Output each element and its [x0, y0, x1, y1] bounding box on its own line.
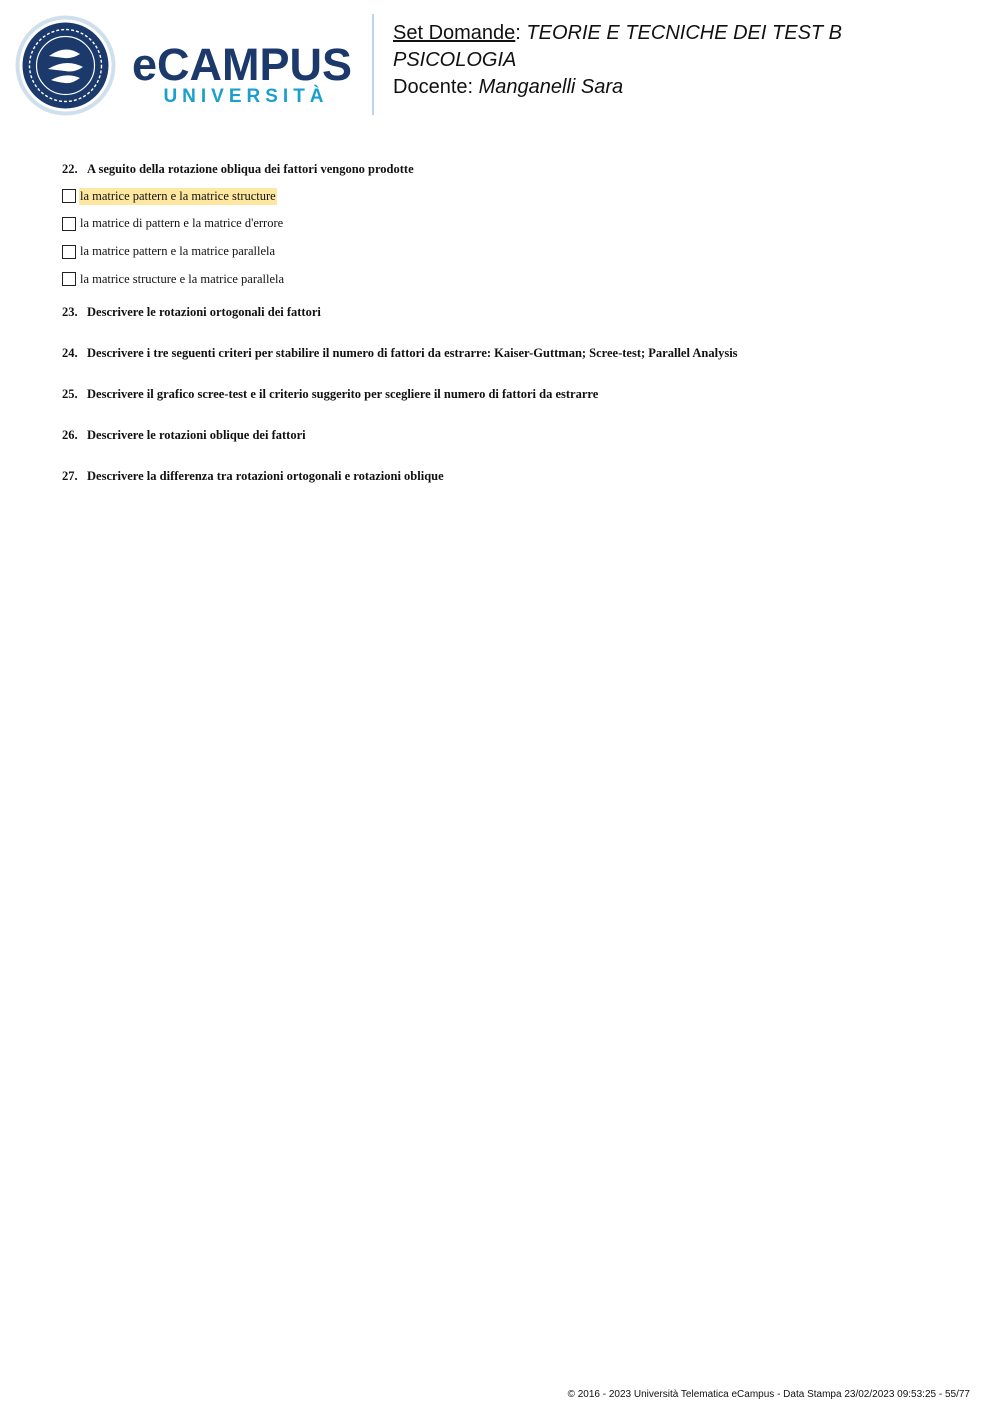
header-info [393, 20, 953, 101]
answer-option [62, 243, 962, 261]
answer-checkbox[interactable] [62, 272, 76, 286]
question-25 [62, 387, 962, 402]
logo-university-text: UNIVERSITÀ [163, 86, 329, 107]
question-23 [62, 305, 962, 320]
ecampus-seal-logo [14, 14, 117, 117]
question-22 [62, 162, 962, 177]
question-text: Descrivere le rotazioni ortogonali dei fattori [87, 305, 321, 320]
answer-text: la matrice pattern e la matrice parallela [80, 244, 276, 259]
question-text: Descrivere i tre seguenti criteri per stabilire il numero di fattori da estrarre: Kaiser-Guttman; Scree-test; Parallel Analysis [87, 346, 738, 361]
page-header [0, 0, 1000, 130]
answer-text-highlighted: la matrice pattern e la matrice structure [80, 188, 276, 203]
teacher-line [393, 74, 953, 101]
set-value-line2: PSICOLOGIA [393, 49, 517, 71]
answer-checkbox[interactable] [62, 245, 76, 259]
answer-option [62, 215, 962, 233]
question-number: 25. [62, 387, 78, 402]
teacher-colon: : [467, 76, 474, 98]
question-text: Descrivere le rotazioni oblique dei fattori [87, 428, 306, 443]
set-label: Set Domande [393, 22, 516, 44]
set-colon: : [515, 22, 521, 44]
teacher-label: Docente [393, 76, 468, 98]
question-list [62, 162, 962, 510]
question-number: 22. [62, 162, 78, 176]
question-number: 27. [62, 469, 78, 484]
header-divider [372, 14, 374, 115]
question-26 [62, 428, 962, 443]
set-line [393, 20, 953, 47]
question-text: Descrivere il grafico scree-test e il criterio suggerito per scegliere il numero di fattori da estrarre [87, 387, 599, 402]
answer-checkbox[interactable] [62, 217, 76, 231]
page-footer: © 2016 - 2023 Università Telematica eCampus - Data Stampa 23/02/2023 09:53:25 - 55/77 [567, 1389, 970, 1400]
question-text: A seguito della rotazione obliqua dei fattori vengono prodotte [87, 162, 414, 176]
ecampus-wordmark [132, 40, 357, 88]
teacher-value: Manganelli Sara [478, 76, 624, 98]
question-number: 23. [62, 305, 78, 320]
answer-text: la matrice structure e la matrice parallela [80, 271, 285, 286]
question-text: Descrivere la differenza tra rotazioni ortogonali e rotazioni oblique [87, 469, 444, 484]
set-value: TEORIE E TECNICHE DEI TEST B [526, 22, 843, 44]
answer-text: la matrice di pattern e la matrice d'errore [80, 216, 284, 231]
answer-checkbox[interactable] [62, 189, 76, 203]
question-24 [62, 346, 962, 361]
answer-option [62, 187, 962, 205]
answer-option [62, 270, 962, 288]
question-number: 26. [62, 428, 78, 443]
question-number: 24. [62, 346, 78, 361]
logo-brand-text: eCAMPUS [132, 40, 353, 88]
question-27 [62, 469, 962, 484]
